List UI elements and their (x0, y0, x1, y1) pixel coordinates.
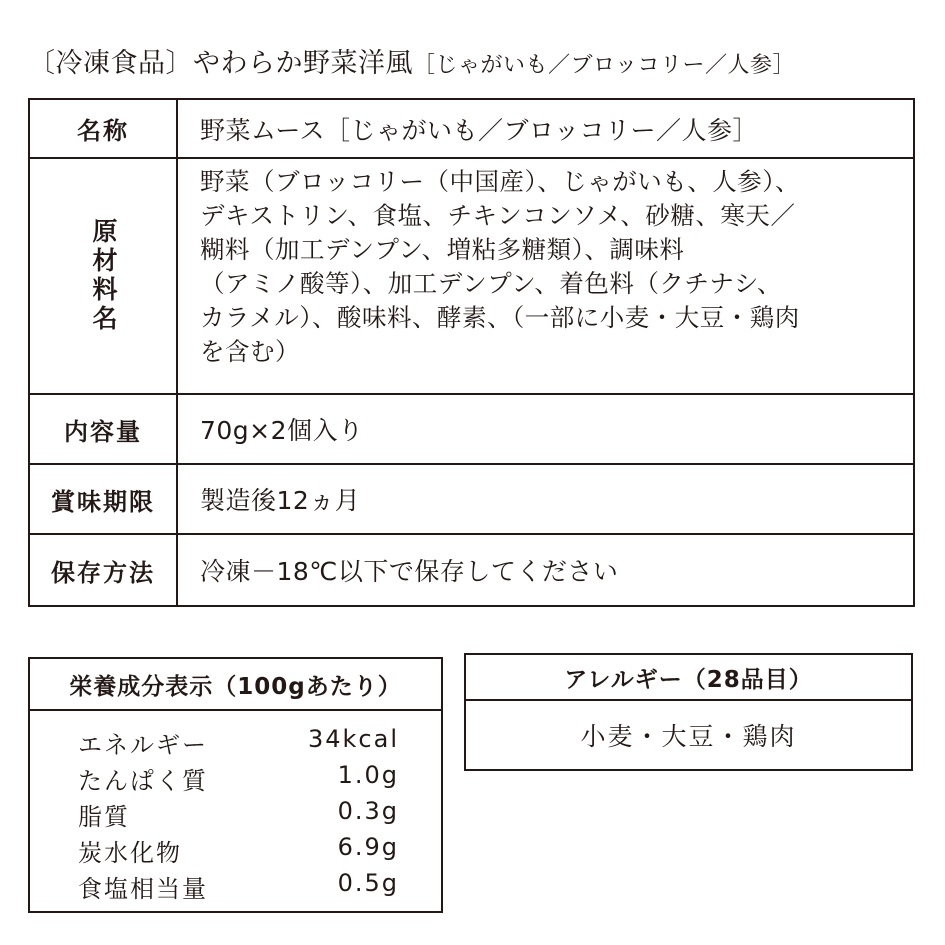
ingredients-line: を含む） (200, 337, 300, 366)
nutrition-row-carbohydrate (30, 833, 441, 869)
nutrition-item-value: 1.0g (337, 761, 399, 789)
info-label-ingredients: 原材料名 (30, 159, 178, 393)
nutrition-row-energy (30, 725, 441, 761)
nutrition-item-name: エネルギー (78, 731, 208, 759)
product-title-variants: ［じゃがいも／ブロッコリー／人参］ (413, 53, 796, 78)
nutrition-heading: 栄養成分表示（100gあたり） (30, 659, 441, 711)
info-label-contents: 内容量 (30, 395, 178, 463)
ingredients-line: （アミノ酸等）、加工デンプン、着色料（クチナシ、 (200, 269, 782, 298)
nutrition-row-protein (30, 761, 441, 797)
nutrition-facts-box (28, 657, 443, 913)
info-row-ingredients (30, 159, 913, 395)
nutrition-item-name: 炭水化物 (78, 839, 182, 867)
info-row-best-before (30, 465, 913, 535)
nutrition-item-name: 脂質 (78, 803, 130, 831)
ingredients-line: カラメル）、酸味料、酵素、（一部に小麦・大豆・鶏肉 (200, 303, 800, 332)
nutrition-list (30, 711, 441, 905)
nutrition-item-value: 6.9g (337, 833, 399, 861)
info-value-best-before: 製造後12ヵ月 (200, 486, 361, 515)
info-label-name: 名称 (30, 100, 178, 157)
allergy-box (464, 653, 913, 771)
nutrition-item-value: 34kcal (307, 725, 399, 753)
nutrition-row-fat (30, 797, 441, 833)
product-info-table (28, 98, 915, 607)
info-value-contents: 70g×2個入り (200, 416, 364, 445)
product-title (28, 44, 928, 86)
info-label-storage: 保存方法 (30, 535, 178, 605)
nutrition-item-name: たんぱく質 (78, 767, 208, 795)
nutrition-item-value: 0.3g (337, 797, 399, 825)
info-value-ingredients (200, 159, 899, 393)
info-row-contents (30, 395, 913, 465)
ingredients-line: 糊料（加工デンプン、増粘多糖類）、調味料 (200, 235, 685, 264)
nutrition-row-salt (30, 869, 441, 905)
nutrition-item-value: 0.5g (337, 869, 399, 897)
info-label-best-before: 賞味期限 (30, 465, 178, 533)
product-title-main: 〔冷凍食品〕やわらか野菜洋風 (28, 48, 413, 79)
info-value-storage: 冷凍－18℃以下で保存してください (200, 557, 619, 586)
ingredients-line: 野菜（ブロッコリー（中国産）、じゃがいも、人参）、 (200, 167, 801, 196)
info-row-name (30, 100, 913, 159)
allergy-heading: アレルギー（28品目） (466, 655, 911, 701)
info-value-name: 野菜ムース［じゃがいも／ブロッコリー／人参］ (200, 115, 759, 145)
nutrition-item-name: 食塩相当量 (78, 875, 208, 903)
ingredients-line: デキストリン、食塩、チキンコンソメ、砂糖、寒天／ (200, 201, 796, 230)
allergy-list: 小麦・大豆・鶏肉 (580, 722, 797, 751)
info-row-storage (30, 535, 913, 605)
